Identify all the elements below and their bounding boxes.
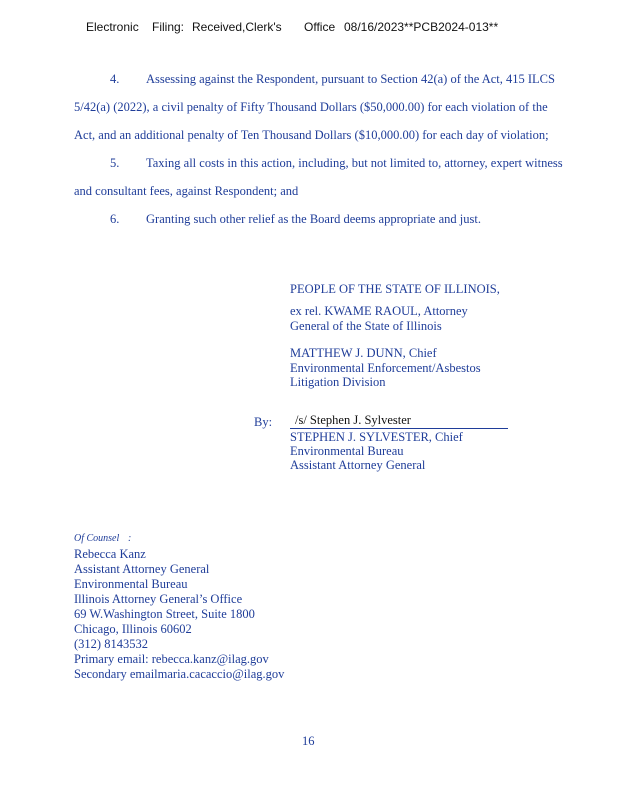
counsel-phone: (312) 8143532 [74, 637, 148, 651]
counsel-name: Rebecca Kanz [74, 547, 146, 561]
item-4-number: 4. [110, 72, 120, 86]
page-number: 16 [302, 734, 315, 748]
of-counsel-label: Of Counsel [74, 533, 120, 544]
party-name: PEOPLE OF THE STATE OF ILLINOIS, [290, 282, 500, 296]
counsel-bureau: Environmental Bureau [74, 577, 188, 591]
item-5-line-1: Taxing all costs in this action, including, but not limited to, attorney, expert witness [146, 156, 563, 170]
counsel-street: 69 W.Washington Street, Suite 1800 [74, 607, 255, 621]
header-received: Received,Clerk's [192, 20, 282, 34]
signature-line [290, 428, 508, 429]
item-6-number: 6. [110, 212, 120, 226]
header-stamp: 08/16/2023**PCB2024-013** [344, 20, 499, 34]
header-filing: Filing: [152, 20, 185, 34]
ex-rel-line-2: General of the State of Illinois [290, 319, 442, 333]
counsel-title: Assistant Attorney General [74, 562, 210, 576]
item-4-line-2: 5/42(a) (2022), a civil penalty of Fifty Thousand Dollars ($50,000.00) for each violation of the [74, 100, 548, 114]
item-5-number: 5. [110, 156, 120, 170]
counsel-primary-email: Primary email: rebecca.kanz@ilag.gov [74, 652, 269, 666]
item-5-line-2: and consultant fees, against Respondent; and [74, 184, 299, 198]
dunn-line-2: Environmental Enforcement/Asbestos [290, 361, 481, 375]
header-office: Office [304, 20, 336, 34]
counsel-secondary-email: Secondary emailmaria.cacaccio@ilag.gov [74, 667, 285, 681]
signer-line-3: Assistant Attorney General [290, 458, 426, 472]
electronic-signature: /s/ Stephen J. Sylvester [295, 413, 411, 427]
filing-header [0, 20, 618, 40]
item-6-line-1: Granting such other relief as the Board deems appropriate and just. [146, 212, 481, 226]
signer-line-2: Environmental Bureau [290, 444, 404, 458]
dunn-line-1: MATTHEW J. DUNN, Chief [290, 346, 437, 360]
item-4-line-3: Act, and an additional penalty of Ten Thousand Dollars ($10,000.00) for each day of violation; [74, 128, 549, 142]
of-counsel-colon: : [128, 533, 132, 544]
ex-rel-line-1: ex rel. KWAME RAOUL, Attorney [290, 304, 468, 318]
signer-line-1: STEPHEN J. SYLVESTER, Chief [290, 430, 463, 444]
counsel-office: Illinois Attorney General’s Office [74, 592, 243, 606]
by-label: By: [254, 415, 273, 429]
item-4-line-1: Assessing against the Respondent, pursuant to Section 42(a) of the Act, 415 ILCS [146, 72, 555, 86]
header-electronic: Electronic [86, 20, 139, 34]
dunn-line-3: Litigation Division [290, 375, 386, 389]
counsel-city: Chicago, Illinois 60602 [74, 622, 192, 636]
